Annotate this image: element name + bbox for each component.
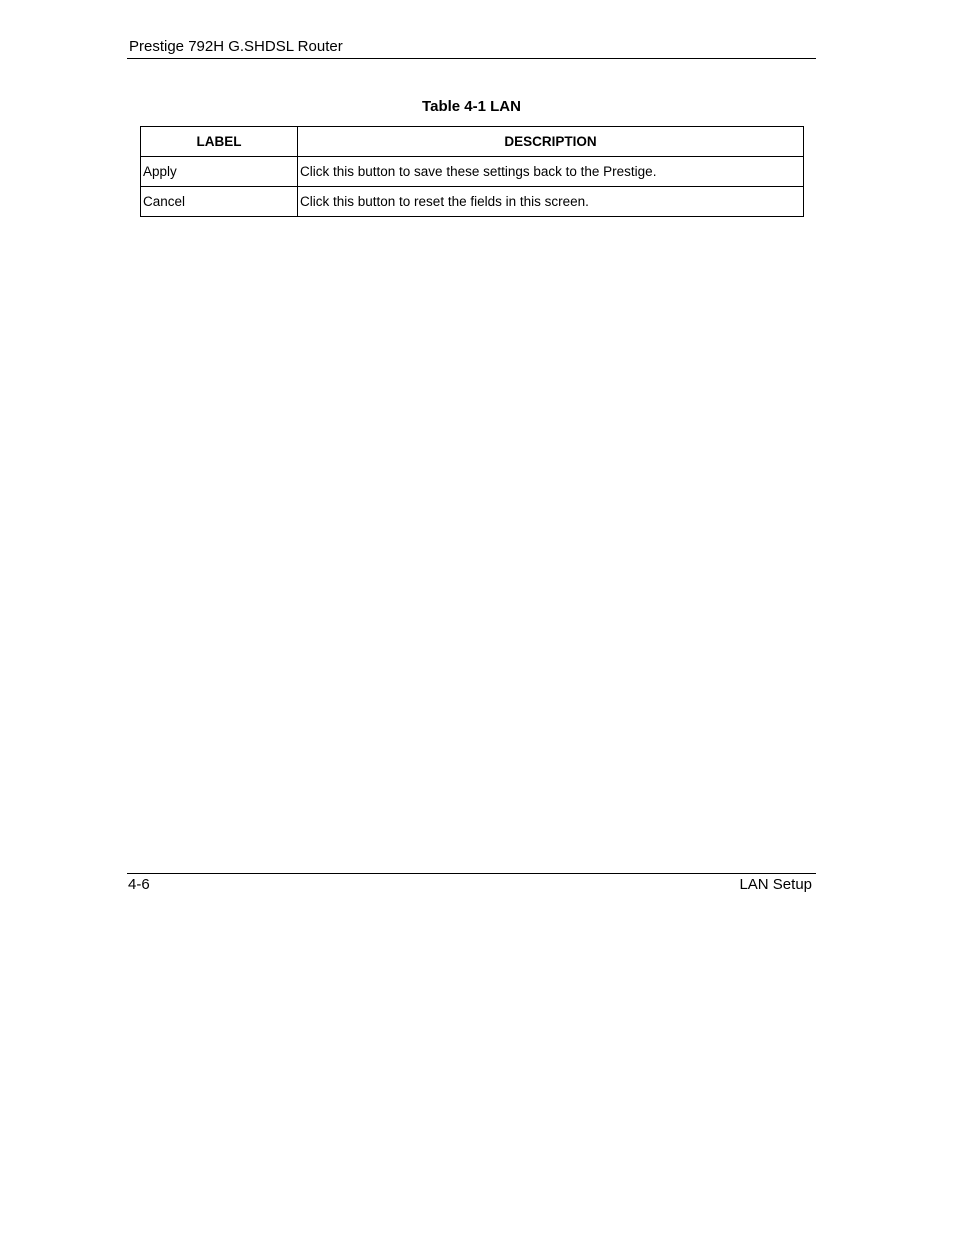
row-description: Click this button to save these settings back to the Prestige.: [298, 157, 804, 187]
table-caption: Table 4-1 LAN: [422, 98, 521, 115]
page-header: [127, 36, 816, 59]
column-header-description: DESCRIPTION: [298, 127, 804, 157]
document-title: Prestige 792H G.SHDSL Router: [129, 38, 343, 55]
row-label: Apply: [141, 157, 298, 187]
section-name: LAN Setup: [739, 876, 812, 893]
row-label: Cancel: [141, 187, 298, 217]
page-number: 4-6: [128, 876, 150, 893]
page-footer: [127, 873, 816, 896]
table-header-row: [141, 127, 804, 157]
table-row: [141, 187, 804, 217]
column-header-label: LABEL: [141, 127, 298, 157]
lan-table: [140, 126, 804, 217]
table-row: [141, 157, 804, 187]
row-description: Click this button to reset the fields in this screen.: [298, 187, 804, 217]
